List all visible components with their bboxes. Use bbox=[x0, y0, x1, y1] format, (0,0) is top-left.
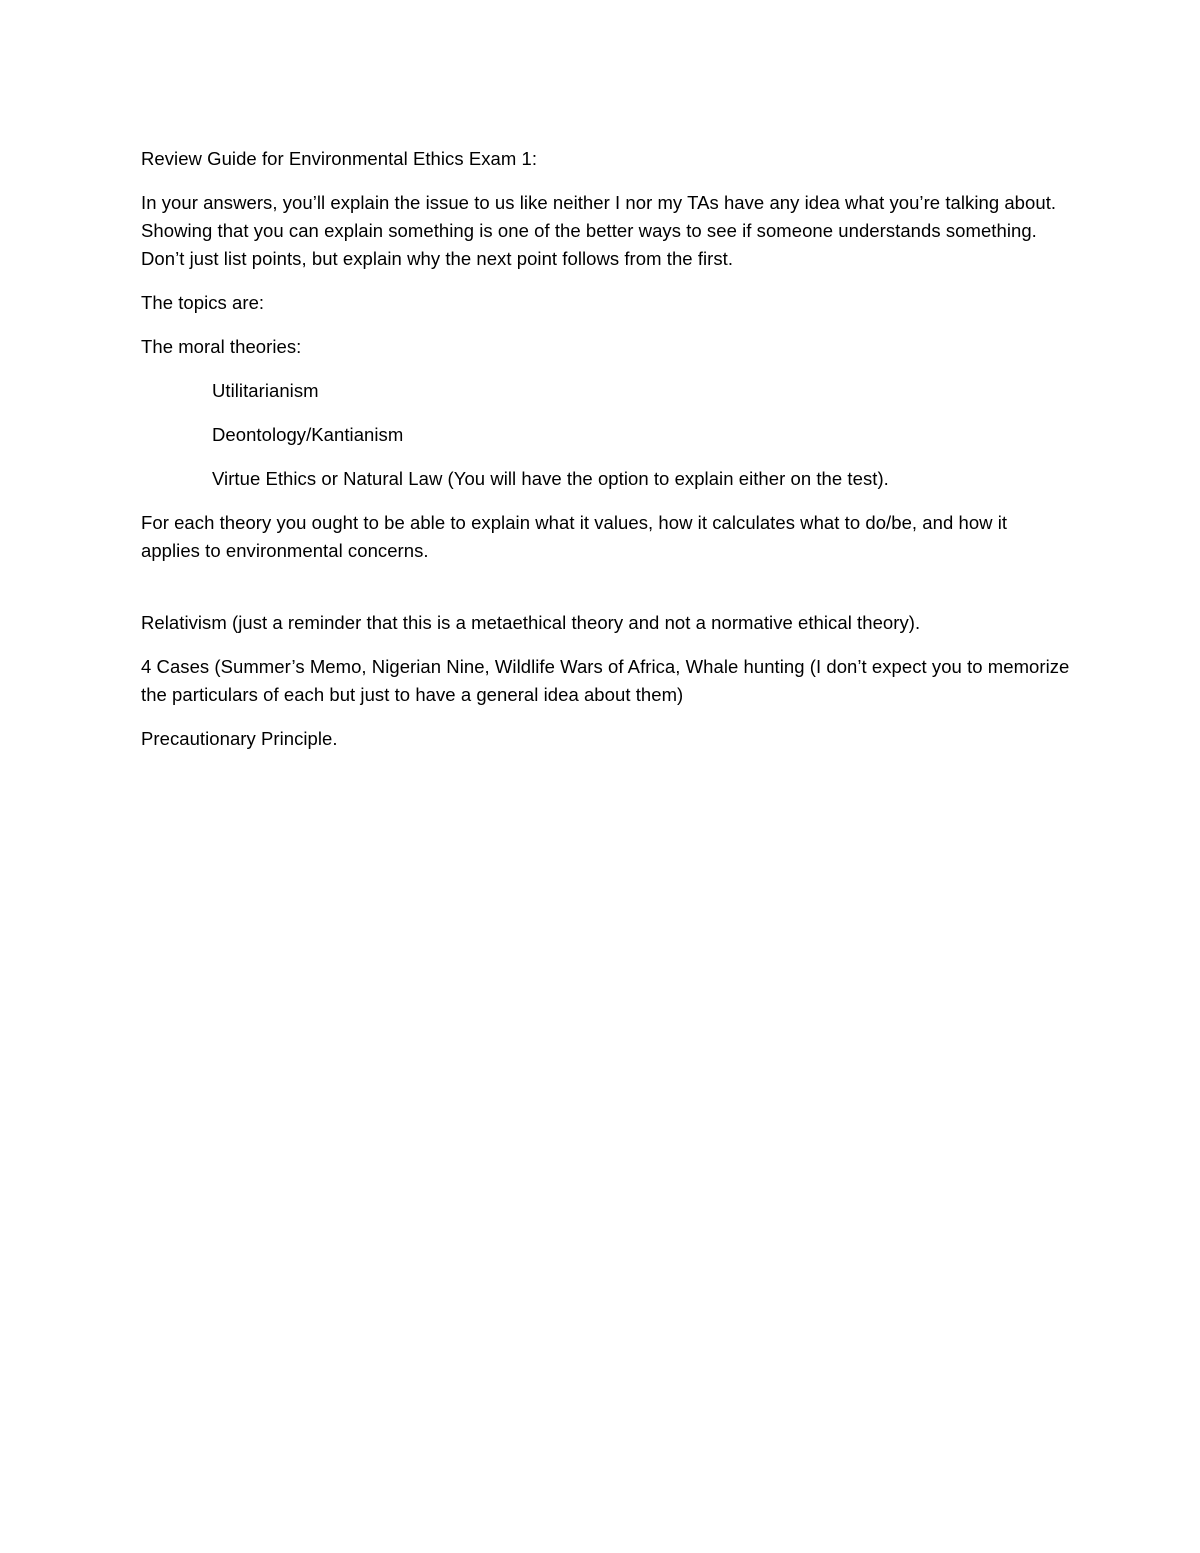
relativism-item: Relativism (just a reminder that this is a metaethical theory and not a normative ethical theory). bbox=[141, 612, 921, 633]
theory-virtue-ethics: Virtue Ethics or Natural Law (You will have the option to explain either on the test). bbox=[212, 468, 889, 489]
moral-theories-heading: The moral theories: bbox=[141, 336, 302, 357]
topics-heading: The topics are: bbox=[141, 292, 265, 313]
cases-item: 4 Cases (Summer’s Memo, Nigerian Nine, Wildlife Wars of Africa, Whale hunting (I don’t expect you to memorize the particulars of each but just to have a general idea about them) bbox=[141, 656, 1070, 705]
document-body bbox=[141, 145, 1071, 769]
theory-utilitarianism: Utilitarianism bbox=[212, 380, 319, 401]
document-title: Review Guide for Environmental Ethics Exam 1: bbox=[141, 148, 538, 169]
theory-instructions: For each theory you ought to be able to explain what it values, how it calculates what to do/be, and how it applies to environmental concerns. bbox=[141, 512, 1008, 561]
theory-deontology: Deontology/Kantianism bbox=[212, 424, 404, 445]
precautionary-item: Precautionary Principle. bbox=[141, 728, 338, 749]
intro-paragraph: In your answers, you’ll explain the issue to us like neither I nor my TAs have any idea what you’re talking about. Showing that you can explain something is one of the better ways to see if someone understands something. Don’t just list points, but explain why the next point follows from the first. bbox=[141, 192, 1057, 269]
